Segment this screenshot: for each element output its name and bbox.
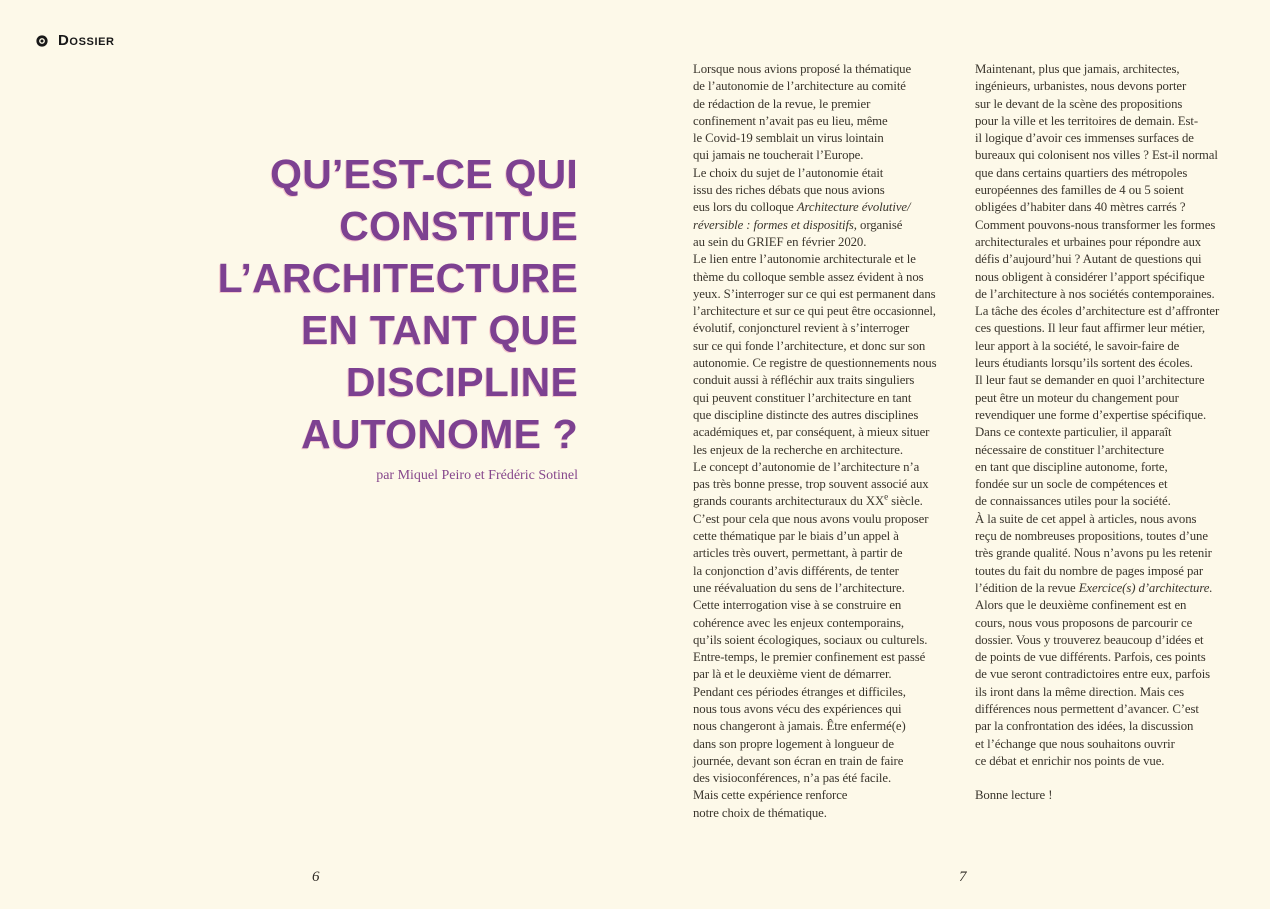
page-bottom-edge [0, 909, 1270, 913]
text-line: il logique d’avoir ces immenses surfaces de [975, 131, 1194, 146]
text-line: bureaux qui colonisent nos villes ? Est-il normal [975, 148, 1218, 163]
text-line: leur apport à la société, le savoir-faire de [975, 338, 1180, 353]
text-line: en tant que discipline autonome, forte, [975, 459, 1168, 474]
text-line: DISCIPLINE [345, 359, 578, 405]
text-line: dossier. Vous y trouverez beaucoup d’idées et [975, 632, 1204, 647]
text-line: obligées d’habiter dans 40 mètres carrés ? [975, 200, 1186, 215]
text-line: Pendant ces périodes étranges et difficiles, [693, 684, 906, 699]
dossier-label: Dossier [58, 32, 115, 49]
text-line: ces questions. Il leur faut affirmer leur métier, [975, 321, 1205, 336]
text-line: que dans certains quartiers des métropoles [975, 165, 1188, 180]
text-line: que discipline distincte des autres disciplines [693, 407, 919, 422]
text-line: la conjonction d’avis différents, de tenter [693, 563, 899, 578]
text-line: Mais cette expérience renforce [693, 788, 848, 803]
text-line: cohérence avec les enjeux contemporains, [693, 615, 904, 630]
text-line: reçu de nombreuses propositions, toutes d’une [975, 529, 1208, 544]
text-line: de l’architecture à nos sociétés contemporaines. [975, 286, 1215, 301]
text-line: réversible : formes et dispositifs, organisé [693, 217, 903, 232]
text-line: sur ce qui fonde l’architecture, et donc sur son [693, 338, 926, 353]
bullseye-icon [36, 35, 48, 47]
text-line: l’édition de la revue Exercice(s) d’architecture. [975, 580, 1213, 595]
text-line: Entre-temps, le premier confinement est passé [693, 650, 926, 665]
text-line: de vue seront contradictoires entre eux, parfois [975, 667, 1211, 682]
text-line: des visioconférences, n’a pas été facile. [693, 771, 892, 786]
text-line: notre choix de thématique. [693, 805, 827, 820]
article-column-2 [975, 61, 1237, 805]
text-line: autonomie. Ce registre de questionnements nous [693, 356, 937, 371]
text-line: cette thématique par le biais d’un appel à [693, 529, 899, 544]
text-line: pour la ville et les territoires de demain. Est- [975, 113, 1198, 128]
text-line: évolutif, conjoncturel revient à s’interroger [693, 321, 910, 336]
text-line: conduit aussi à réfléchir aux traits singuliers [693, 373, 915, 388]
text-line: grands courants architecturaux du XXe siècle. [693, 492, 923, 509]
text-line: ils iront dans la même direction. Mais ces [975, 684, 1185, 699]
text-line: Il leur faut se demander en quoi l’architecture [975, 373, 1205, 388]
text-line: de l’autonomie de l’architecture au comité [693, 79, 906, 94]
text-line: au sein du GRIEF en février 2020. [693, 234, 867, 249]
text-line: Le lien entre l’autonomie architecturale et le [693, 252, 916, 267]
text-line: journée, devant son écran en train de faire [693, 753, 904, 768]
text-line: les enjeux de la recherche en architecture. [693, 442, 903, 457]
text-line: Lorsque nous avions proposé la thématique [693, 62, 912, 76]
text-line: QU’EST-CE QUI [270, 151, 578, 197]
text-line: La tâche des écoles d’architecture est d’affronter [975, 304, 1220, 319]
text-line: fondée sur un socle de compétences et [975, 477, 1168, 492]
text-line: sur le devant de la scène des propositions [975, 96, 1183, 111]
text-line: issu des riches débats que nous avions [693, 183, 885, 198]
text-line [975, 770, 1237, 787]
text-line: Bonne lecture ! [975, 788, 1053, 803]
text-line: revendiquer une forme d’expertise spécifique. [975, 407, 1207, 422]
text-line: de rédaction de la revue, le premier [693, 96, 871, 111]
text-line: très grande qualité. Nous n’avons pu les retenir [975, 546, 1212, 561]
text-line: pas très bonne presse, trop souvent associé aux [693, 477, 929, 492]
text-line: et l’échange que nous souhaitons ouvrir [975, 736, 1175, 751]
text-line: Le concept d’autonomie de l’architecture n’a [693, 459, 920, 474]
text-line: de connaissances utiles pour la société. [975, 494, 1171, 509]
text-line: nous obligent à considérer l’apport spécifique [975, 269, 1205, 284]
text-line: Comment pouvons-nous transformer les formes [975, 217, 1216, 232]
text-line: À la suite de cet appel à articles, nous avons [975, 511, 1197, 526]
text-line: toutes du fait du nombre de pages imposé par [975, 563, 1204, 578]
text-line: Le choix du sujet de l’autonomie était [693, 165, 884, 180]
text-line: articles très ouvert, permettant, à partir de [693, 546, 903, 561]
text-line: cours, nous vous proposons de parcourir ce [975, 615, 1193, 630]
text-line: architecturales et urbaines pour répondre aux [975, 234, 1202, 249]
text-line: qui jamais ne toucherait l’Europe. [693, 148, 864, 163]
text-line: CONSTITUE [339, 203, 578, 249]
text-line: par là et le deuxième vient de démarrer. [693, 667, 892, 682]
text-line: défis d’aujourd’hui ? Autant de questions qui [975, 252, 1202, 267]
text-line: nous tous avons vécu des expériences qui [693, 701, 902, 716]
page-title [0, 148, 578, 460]
text-line: Cette interrogation vise à se construire en [693, 598, 902, 613]
text-line: l’architecture et sur ce qui peut être occasionnel, [693, 304, 936, 319]
text-line: leurs étudiants lorsqu’ils sortent des écoles. [975, 356, 1193, 371]
text-line: confinement n’avait pas eu lieu, même [693, 113, 888, 128]
text-line: Alors que le deuxième confinement est en [975, 598, 1187, 613]
text-line: thème du colloque semble assez évident à nos [693, 269, 924, 284]
text-line: qui peuvent constituer l’architecture en tant [693, 390, 912, 405]
text-line: nous changeront à jamais. Être enfermé(e) [693, 719, 906, 734]
text-line: ce débat et enrichir nos points de vue. [975, 753, 1165, 768]
text-line: EN TANT QUE [300, 307, 578, 353]
text-line: qu’ils soient écologiques, sociaux ou culturels. [693, 632, 928, 647]
section-header [36, 32, 115, 49]
text-line: Maintenant, plus que jamais, architectes, [975, 62, 1180, 76]
byline: par Miquel Peiro et Frédéric Sotinel [376, 468, 578, 483]
text-line: dans son propre logement à longueur de [693, 736, 894, 751]
article-column-1 [693, 61, 953, 822]
text-line: L’ARCHITECTURE [217, 255, 578, 301]
page-number-right: 7 [959, 869, 967, 885]
text-line: C’est pour cela que nous avons voulu proposer [693, 511, 929, 526]
page-number-left: 6 [312, 869, 320, 885]
text-line: AUTONOME ? [301, 411, 578, 457]
text-line: peut être un moteur du changement pour [975, 390, 1179, 405]
text-line: ingénieurs, urbanistes, nous devons porter [975, 79, 1187, 94]
text-line: eus lors du colloque Architecture évolutive/ [693, 200, 911, 215]
text-line: de points de vue différents. Parfois, ces points [975, 650, 1206, 665]
text-line: le Covid-19 semblait un virus lointain [693, 131, 884, 146]
text-line: européennes des familles de 4 ou 5 soient [975, 183, 1184, 198]
text-line: par la confrontation des idées, la discussion [975, 719, 1194, 734]
text-line: différences nous permettent d’avancer. C’est [975, 701, 1199, 716]
text-line: yeux. S’interroger sur ce qui est permanent dans [693, 286, 936, 301]
text-line: une réévaluation du sens de l’architecture. [693, 580, 905, 595]
text-line: académiques et, par conséquent, à mieux situer [693, 425, 930, 440]
text-line: nécessaire de constituer l’architecture [975, 442, 1165, 457]
text-line: Dans ce contexte particulier, il apparaît [975, 425, 1172, 440]
